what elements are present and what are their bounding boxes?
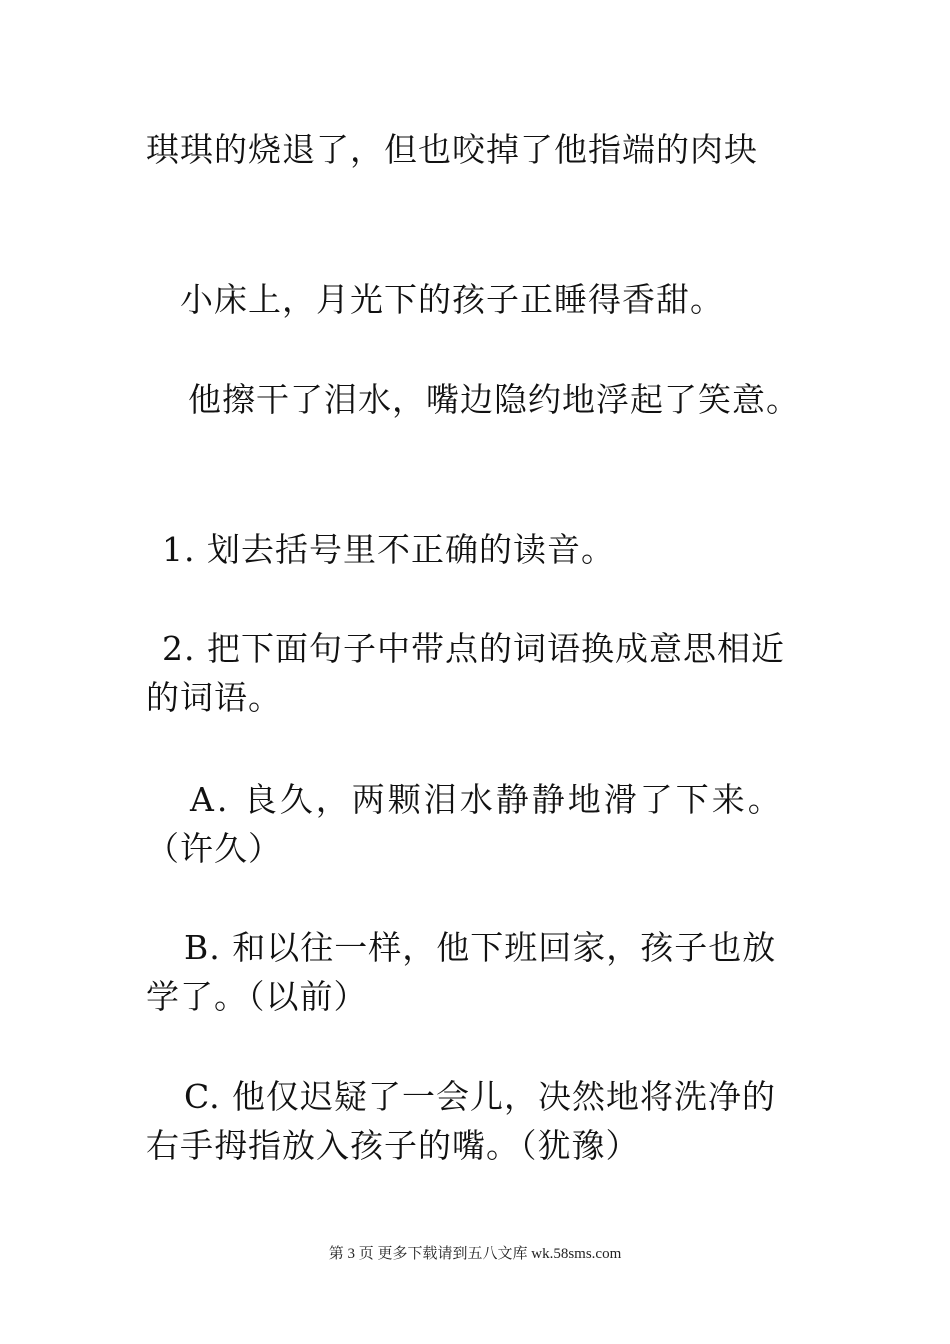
paragraph-line-2: 小床上，月光下的孩子正睡得香甜。 bbox=[180, 280, 724, 319]
paragraph-line-3: 他擦干了泪水，嘴边隐约地浮起了笑意。 bbox=[188, 380, 800, 419]
item-b-line-1: B. 和以往一样，他下班回家，孩子也放 bbox=[184, 928, 777, 967]
question-2-line-1: 2. 把下面句子中带点的词语换成意思相近 bbox=[162, 629, 785, 668]
page-footer: 第 3 页 更多下载请到五八文库 wk.58sms.com bbox=[328, 1246, 622, 1262]
item-b-line-2: 学了。（以前） bbox=[146, 977, 368, 1016]
paragraph-line-1: 琪琪的烧退了，但也咬掉了他指端的肉块 bbox=[146, 130, 758, 169]
item-a-line-1: A. 良久，两颗泪水静静地滑了下来。 bbox=[190, 780, 784, 819]
item-c-line-1: C. 他仅迟疑了一会儿，决然地将洗净的 bbox=[184, 1077, 777, 1116]
question-1: 1. 划去括号里不正确的读音。 bbox=[162, 530, 615, 569]
item-a-line-2: （许久） bbox=[146, 829, 282, 868]
question-2-line-2: 的词语。 bbox=[146, 678, 282, 717]
item-c-line-2: 右手拇指放入孩子的嘴。（犹豫） bbox=[146, 1126, 640, 1165]
